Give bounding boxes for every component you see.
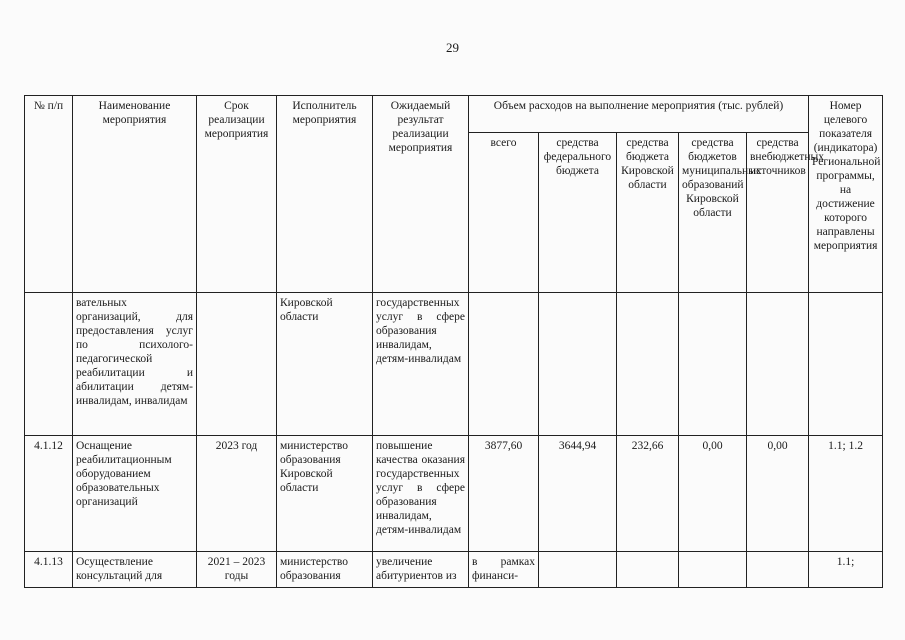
row-indicator bbox=[809, 293, 883, 436]
header-num: № п/п bbox=[25, 96, 73, 293]
row-result: повышение качества оказания государственных услуг в сфере образования инвалидам, детям-инвалидам bbox=[373, 436, 469, 552]
row-name: вательных организаций, для предоставления услуг по психолого-педагогической реабилитации и абилитации детям-инвалидам, инвалидам bbox=[73, 293, 197, 436]
header-total: всего bbox=[469, 133, 539, 293]
row-federal: 3644,94 bbox=[539, 436, 617, 552]
row-total bbox=[469, 293, 539, 436]
header-extra: средства внебюджетных источников bbox=[747, 133, 809, 293]
row-term bbox=[197, 293, 277, 436]
row-indicator: 1.1; 1.2 bbox=[809, 436, 883, 552]
header-executor: Исполнитель мероприятия bbox=[277, 96, 373, 293]
row-extra: 0,00 bbox=[747, 436, 809, 552]
row-num: 4.1.12 bbox=[25, 436, 73, 552]
header-municipal: средства бюджетов муниципальных образований Кировской области bbox=[679, 133, 747, 293]
row-municipal bbox=[679, 552, 747, 588]
row-result: увеличение абитуриентов из bbox=[373, 552, 469, 588]
header-federal: средства федерального бюджета bbox=[539, 133, 617, 293]
row-num: 4.1.13 bbox=[25, 552, 73, 588]
row-executor: министерство образования Кировской области bbox=[277, 436, 373, 552]
table-row bbox=[25, 293, 883, 436]
measures-table bbox=[24, 95, 883, 588]
header-indicator: Номер целевого показателя (индикатора) Региональной программы, на достижение которого направлены мероприятия bbox=[809, 96, 883, 293]
row-name: Осуществление консультаций для bbox=[73, 552, 197, 588]
page-number: 29 bbox=[446, 40, 459, 55]
header-name: Наименование мероприятия bbox=[73, 96, 197, 293]
header-expenses: Объем расходов на выполнение мероприятия (тыс. рублей) bbox=[469, 96, 809, 133]
row-regional bbox=[617, 293, 679, 436]
row-municipal bbox=[679, 293, 747, 436]
row-executor: министерство образования bbox=[277, 552, 373, 588]
row-indicator: 1.1; bbox=[809, 552, 883, 588]
row-term: 2023 год bbox=[197, 436, 277, 552]
row-term: 2021 – 2023 годы bbox=[197, 552, 277, 588]
header-result: Ожидаемый результат реализации мероприятия bbox=[373, 96, 469, 293]
header-regional: средства бюджета Кировской области bbox=[617, 133, 679, 293]
row-total: 3877,60 bbox=[469, 436, 539, 552]
table-row bbox=[25, 436, 883, 552]
row-federal bbox=[539, 293, 617, 436]
row-regional: 232,66 bbox=[617, 436, 679, 552]
row-total: в рамках финанси- bbox=[469, 552, 539, 588]
row-extra bbox=[747, 293, 809, 436]
row-num bbox=[25, 293, 73, 436]
row-result: государственных услуг в сфере образования инвалидам, детям-инвалидам bbox=[373, 293, 469, 436]
table-row bbox=[25, 552, 883, 588]
row-regional bbox=[617, 552, 679, 588]
header-row-1 bbox=[25, 96, 883, 133]
row-municipal: 0,00 bbox=[679, 436, 747, 552]
row-executor: Кировской области bbox=[277, 293, 373, 436]
header-term: Срок реализации мероприятия bbox=[197, 96, 277, 293]
row-extra bbox=[747, 552, 809, 588]
row-federal bbox=[539, 552, 617, 588]
row-name: Оснащение реабилитационным оборудованием образовательных организаций bbox=[73, 436, 197, 552]
